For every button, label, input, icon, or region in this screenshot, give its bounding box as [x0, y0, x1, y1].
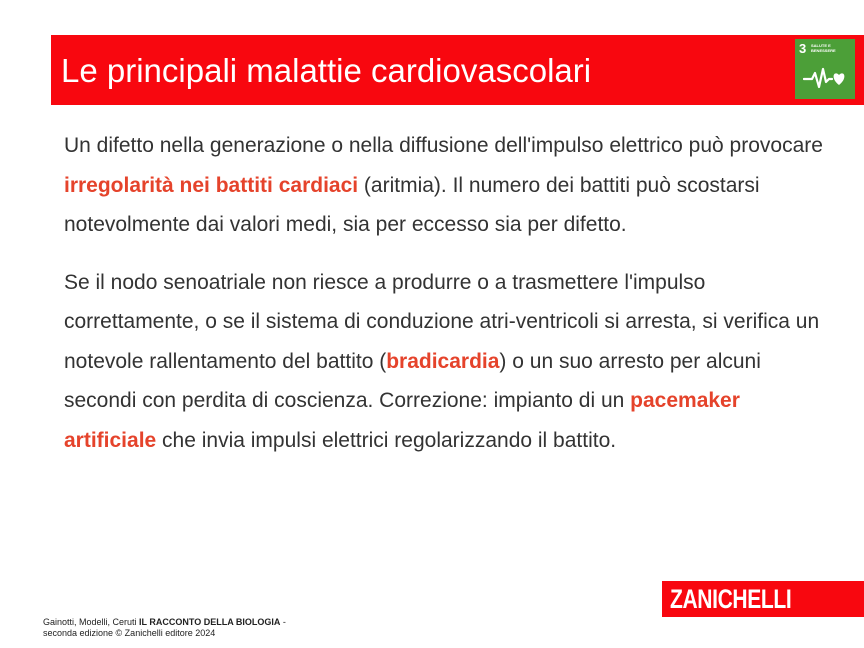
paragraph-text: che invia impulsi elettrici regolarizzando il battito.	[156, 428, 617, 452]
paragraph-text: Un difetto nella generazione o nella diffusione dell'impulso elettrico può provocare	[64, 134, 823, 157]
slide-body	[64, 126, 824, 460]
footer-suffix: -	[280, 617, 286, 627]
footer-edition: seconda edizione © Zanichelli editore 2024	[43, 628, 216, 638]
sdg-label: SALUTE E BENESSERE	[811, 43, 836, 53]
sdg-number: 3	[799, 41, 807, 56]
logo-text: ZANICHELLI	[670, 584, 792, 614]
paragraph-aritmia	[64, 126, 824, 245]
highlight-irregolarita: irregolarità nei battiti cardiaci	[64, 173, 359, 197]
footer-credit	[43, 617, 286, 639]
footer-book-title: IL RACCONTO DELLA BIOLOGIA	[139, 617, 281, 627]
paragraph-text: (aritmia). Il numero dei battiti può scostarsi notevolmente dai valori medi, sia per eccesso sia per difetto.	[64, 173, 760, 236]
highlight-pacemaker: pacemaker artificiale	[64, 389, 740, 452]
paragraph-text: Se il nodo senoatriale non riesce a produrre o a trasmettere l'impulso correttamente, o se il sistema di conduzione atri-ventricoli si arresta, si verifica un notevole rallentamento del battito (	[64, 270, 820, 373]
sdg-goal-3-badge	[795, 39, 855, 99]
zanichelli-logo	[662, 581, 864, 617]
paragraph-bradicardia	[64, 263, 824, 461]
slide-title: Le principali malattie cardiovascolari	[61, 52, 592, 89]
title-bar	[51, 35, 864, 105]
footer-authors: Gainotti, Modelli, Ceruti	[43, 617, 140, 627]
paragraph-text: ) o un suo arresto per alcuni secondi con perdita di coscienza. Correzione: impianto di un	[64, 349, 761, 412]
heartbeat-heart-icon	[803, 63, 847, 93]
highlight-bradicardia: bradicardia	[386, 349, 500, 373]
